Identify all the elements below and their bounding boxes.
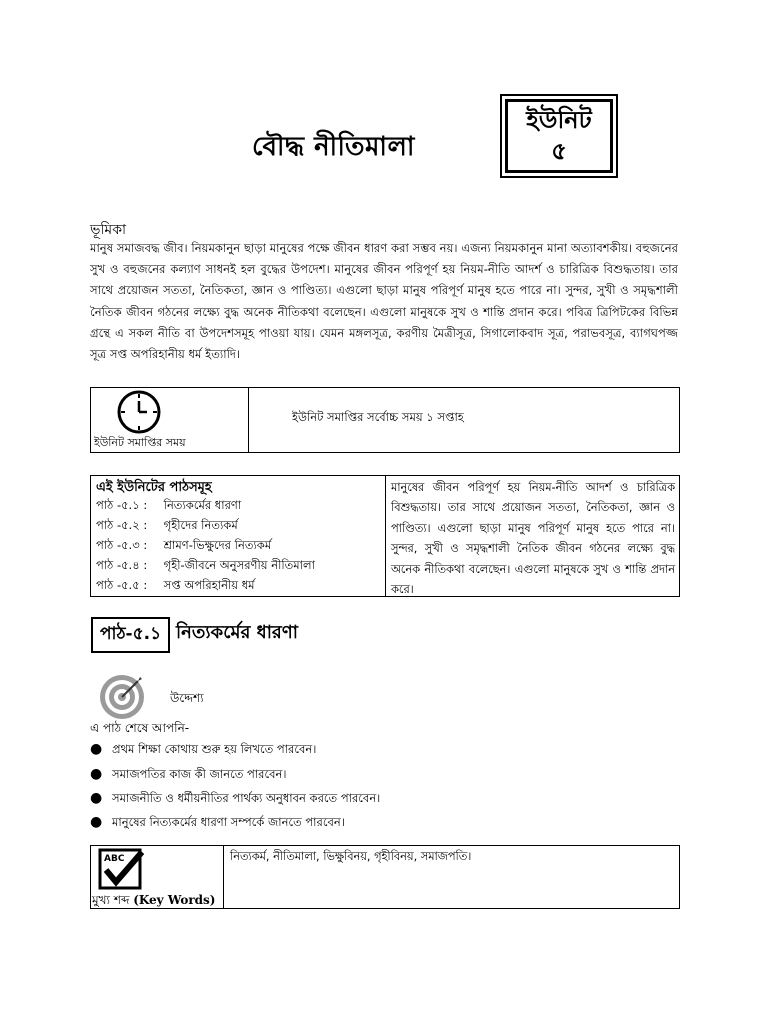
unit-inner <box>505 99 613 173</box>
lesson-number: পাঠ -৫.১ : <box>96 498 148 512</box>
keywords-label <box>92 892 215 912</box>
lesson-name: সপ্ত অপরিহানীয় ধর্ম <box>163 578 255 592</box>
keywords-divider <box>223 845 224 909</box>
lesson-tag: পাঠ-৫.১ <box>91 617 170 653</box>
lessons-heading: এই ইউনিটের পাঠসমূহ <box>96 480 212 495</box>
objective-label: উদ্দেশ্য <box>170 691 204 705</box>
lesson-number: পাঠ -৫.৪ : <box>96 558 148 572</box>
lesson-title: নিত্যকর্মের ধারণা <box>176 622 298 643</box>
bullet-icon: ● <box>90 814 103 830</box>
lesson-item <box>96 537 271 556</box>
lesson-number: পাঠ -৫.৫ : <box>96 578 148 592</box>
intro-heading: ভূমিকা <box>90 222 127 238</box>
unit-number: ৫ <box>551 137 567 165</box>
objective-intro: এ পাঠ শেষে আপনি- <box>90 721 190 735</box>
lesson-item <box>96 517 238 536</box>
clock-icon <box>116 389 162 435</box>
keywords-label-bn: মুখ্য শব্দ <box>92 893 130 907</box>
objective-item <box>90 814 345 833</box>
lesson-item <box>96 577 255 596</box>
abc-icon-text: ABC <box>104 854 125 864</box>
objective-item <box>90 766 287 785</box>
lessons-divider <box>385 475 386 597</box>
lesson-number: পাঠ -৫.২ : <box>96 518 148 532</box>
lesson-name: নিত্যকর্মের ধারণা <box>163 498 242 512</box>
time-label: ইউনিট সমাপ্তির সময় <box>94 436 186 449</box>
unit-box <box>500 94 618 178</box>
objective-text: সমাজপতির কাজ কী জানতে পারবেন। <box>112 767 287 781</box>
intro-paragraph: মানুষ সমাজবদ্ধ জীব। নিয়মকানুন ছাড়া মানুষের পক্ষে জীবন ধারণ করা সম্ভব নয়। এজন্য নিয়মকানুন মানা অত্যাবশকীয়। বহুজনের সুখ ও বহুজনের কল্যাণ সাধনই হল বুদ্ধের উপদেশ। মানুষের জীবন পরিপূর্ণ হয় নিয়ম-নীতি আদর্শ ও চারিত্রিক বিশুদ্ধতায়। তার সাথে প্রয়োজন সততা, নৈতিকতা, জ্ঞান ও পাণ্ডিত্য। এগুলো ছাড়া মানুষ পরিপূর্ণ মানুষ হতে পারে না। সুন্দর, সুখী ও সমৃদ্ধশালী নৈতিক জীবন গঠনের লক্ষ্যে বুদ্ধ অনেক নীতিকথা বলেছেন। এগুলো মানুষকে সুখ ও শান্তি প্রদান করে। পবিত্র ত্রিপিটকের বিভিন্ন গ্রন্থে এ সকল নীতি বা উপদেশসমূহ পাওয়া যায়। যেমন মঙ্গলসূত্র, করণীয় মৈত্রীসূত্র, সিগালোকবাদ সূত্র, পরাভবসূত্র, ব্যাগঘপজ্জ সূত্র সপ্ত অপরিহানীয় ধর্ম ইত্যাদি। <box>90 241 678 362</box>
objective-text: প্রথম শিক্ষা কোথায় শুরু হয় লিখতে পারবেন। <box>112 742 317 756</box>
lesson-item <box>96 497 241 516</box>
target-icon <box>98 673 146 721</box>
bullet-icon: ● <box>90 766 103 782</box>
lesson-name: শ্রামণ-ভিক্ষুদের নিত্যকর্ম <box>163 538 272 552</box>
keywords-label-en: (Key Words) <box>133 893 216 907</box>
time-text: ইউনিট সমাপ্তির সর্বোচ্চ সময় ১ সপ্তাহ <box>292 410 464 424</box>
objective-item <box>90 741 316 760</box>
keywords-text: নিত্যকর্ম, নীতিমালা, ভিক্ষুবিনয়, গৃহীবিনয়, সমাজপতি। <box>230 850 472 863</box>
bullet-icon: ● <box>90 741 103 757</box>
time-box-divider <box>248 387 249 453</box>
objective-text: সমাজনীতি ও ধর্মীয়নীতির পার্থক্য অনুধাবন করতে পারবেন। <box>112 791 381 805</box>
page-title: বৌদ্ধ নীতিমালা <box>252 132 415 162</box>
lesson-item <box>96 557 315 576</box>
abc-check-icon <box>98 848 144 890</box>
lesson-name: গৃহীদের নিত্যকর্ম <box>163 518 238 532</box>
bullet-icon: ● <box>90 790 103 806</box>
unit-label: ইউনিট <box>526 106 592 134</box>
lesson-name: গৃহী-জীবনে অনুসরণীয় নীতিমালা <box>163 558 315 572</box>
objective-item <box>90 790 380 809</box>
lessons-summary: মানুষের জীবন পরিপূর্ণ হয় নিয়ম-নীতি আদর্শ ও চারিত্রিক বিশুদ্ধতায়। তার সাথে প্রয়োজন সততা, নৈতিকতা, জ্ঞান ও পাণ্ডিত্য। এগুলো ছাড়া মানুষ পরিপূর্ণ মানুষ হতে পারে না। সুন্দর, সুখী ও সমৃদ্ধশালী নৈতিক জীবন গঠনের লক্ষ্যে বুদ্ধ অনেক নীতিকথা বলেছেন। এগুলো মানুষকে সুখ ও শান্তি প্রদান করে। <box>391 481 675 597</box>
objective-text: মানুষের নিত্যকর্মের ধারণা সম্পর্কে জানতে পারবেন। <box>112 815 345 829</box>
lesson-number: পাঠ -৫.৩ : <box>96 538 148 552</box>
